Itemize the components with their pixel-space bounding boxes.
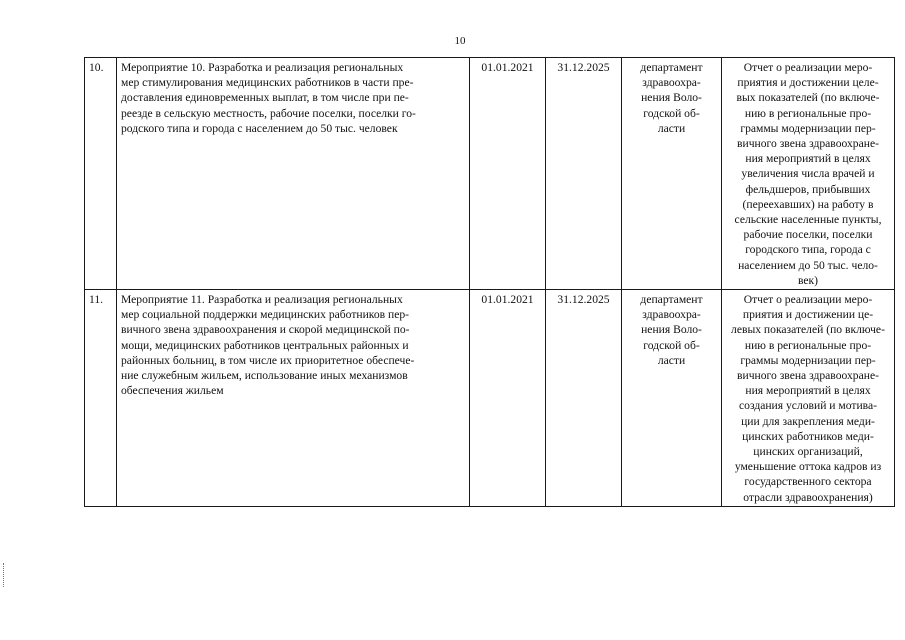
text-line: мощи, медицинских работников центральных районных и xyxy=(121,338,409,352)
scan-margin-mark xyxy=(3,563,7,587)
text-line: вых показателей (по включе- xyxy=(736,91,880,105)
end-date: 31.12.2025 xyxy=(546,58,622,290)
row-number: 10. xyxy=(85,58,117,290)
text-line: ние служебным жильем, использование иных механизмов xyxy=(121,369,408,383)
text-line: родского типа и города с населением до 50 тыс. человек xyxy=(121,121,398,135)
responsible-department xyxy=(622,58,722,290)
text-line: реезде в сельскую местность, рабочие поселки, поселки го- xyxy=(121,106,416,120)
text-line: ния мероприятий в целях xyxy=(745,152,871,166)
table-row xyxy=(85,290,895,507)
responsible-department xyxy=(622,290,722,507)
text-line: век) xyxy=(797,273,819,287)
text-line: ласти xyxy=(657,121,686,135)
start-date: 01.01.2021 xyxy=(470,290,546,507)
text-line: здравоохра- xyxy=(642,308,701,322)
text-line: сельские населенные пункты, xyxy=(734,213,882,227)
text-line: нения Воло- xyxy=(641,91,702,105)
row-number: 11. xyxy=(85,290,117,507)
text-line: департамент xyxy=(640,61,703,74)
text-line: (переехавших) на работу в xyxy=(742,197,874,211)
text-line: цинских организаций, xyxy=(753,445,863,459)
text-line: ния мероприятий в целях xyxy=(745,384,871,398)
text-line: годской об- xyxy=(643,338,700,352)
text-line: здравоохра- xyxy=(642,76,701,90)
text-line: Мероприятие 11. Разработка и реализация региональных xyxy=(121,293,403,307)
text-line: приятия и достижении целе- xyxy=(737,76,879,90)
text-line: вичного звена здравоохране- xyxy=(737,137,879,151)
text-line: уменьшение оттока кадров из xyxy=(734,460,882,474)
text-line: ции для закрепления меди- xyxy=(741,414,875,428)
page-number: 10 xyxy=(454,35,466,47)
text-line: мер социальной поддержки медицинских работников пер- xyxy=(121,308,410,322)
expected-result xyxy=(722,290,895,507)
text-line: нию в региональные про- xyxy=(744,338,872,352)
text-line: доставления единовременных выплат, в том числе при пе- xyxy=(121,91,409,105)
text-line: нения Воло- xyxy=(641,323,702,337)
table-row xyxy=(85,58,895,290)
measure-description xyxy=(117,58,470,290)
text-line: мер стимулирования медицинских работников в части пре- xyxy=(121,76,414,90)
text-line: Отчет о реализации меро- xyxy=(743,293,873,307)
measures-table xyxy=(84,57,895,507)
end-date: 31.12.2025 xyxy=(546,290,622,507)
text-line: фельдшеров, прибывших xyxy=(745,182,871,196)
start-date: 01.01.2021 xyxy=(470,58,546,290)
text-line: ласти xyxy=(657,353,686,367)
text-line: населением до 50 тыс. чело- xyxy=(738,258,878,272)
measure-description xyxy=(117,290,470,507)
text-line: увеличения числа врачей и xyxy=(741,167,875,181)
text-line: городского типа, города с xyxy=(745,243,871,257)
text-line: нию в региональные про- xyxy=(744,106,872,120)
text-line: вичного звена здравоохранения и скорой медицинской по- xyxy=(121,323,410,337)
expected-result xyxy=(722,58,895,290)
text-line: районных больниц, в том числе их приоритетное обеспече- xyxy=(121,353,415,367)
text-line: годской об- xyxy=(643,106,700,120)
text-line: рабочие поселки, поселки xyxy=(743,228,873,242)
text-line: отрасли здравоохранения) xyxy=(743,490,873,504)
text-line: Мероприятие 10. Разработка и реализация региональных xyxy=(121,61,404,74)
text-line: левых показателей (по включе- xyxy=(731,323,885,337)
text-line: департамент xyxy=(640,293,703,307)
text-line: вичного звена здравоохране- xyxy=(737,369,879,383)
text-line: Отчет о реализации меро- xyxy=(743,61,873,74)
text-line: обеспечения жильем xyxy=(121,384,224,398)
text-line: граммы модернизации пер- xyxy=(740,121,876,135)
text-line: создания условий и мотива- xyxy=(739,399,877,413)
text-line: цинских работников меди- xyxy=(742,429,874,443)
text-line: государственного сектора xyxy=(744,475,872,489)
text-line: приятия и достижении це- xyxy=(742,308,874,322)
text-line: граммы модернизации пер- xyxy=(740,353,876,367)
